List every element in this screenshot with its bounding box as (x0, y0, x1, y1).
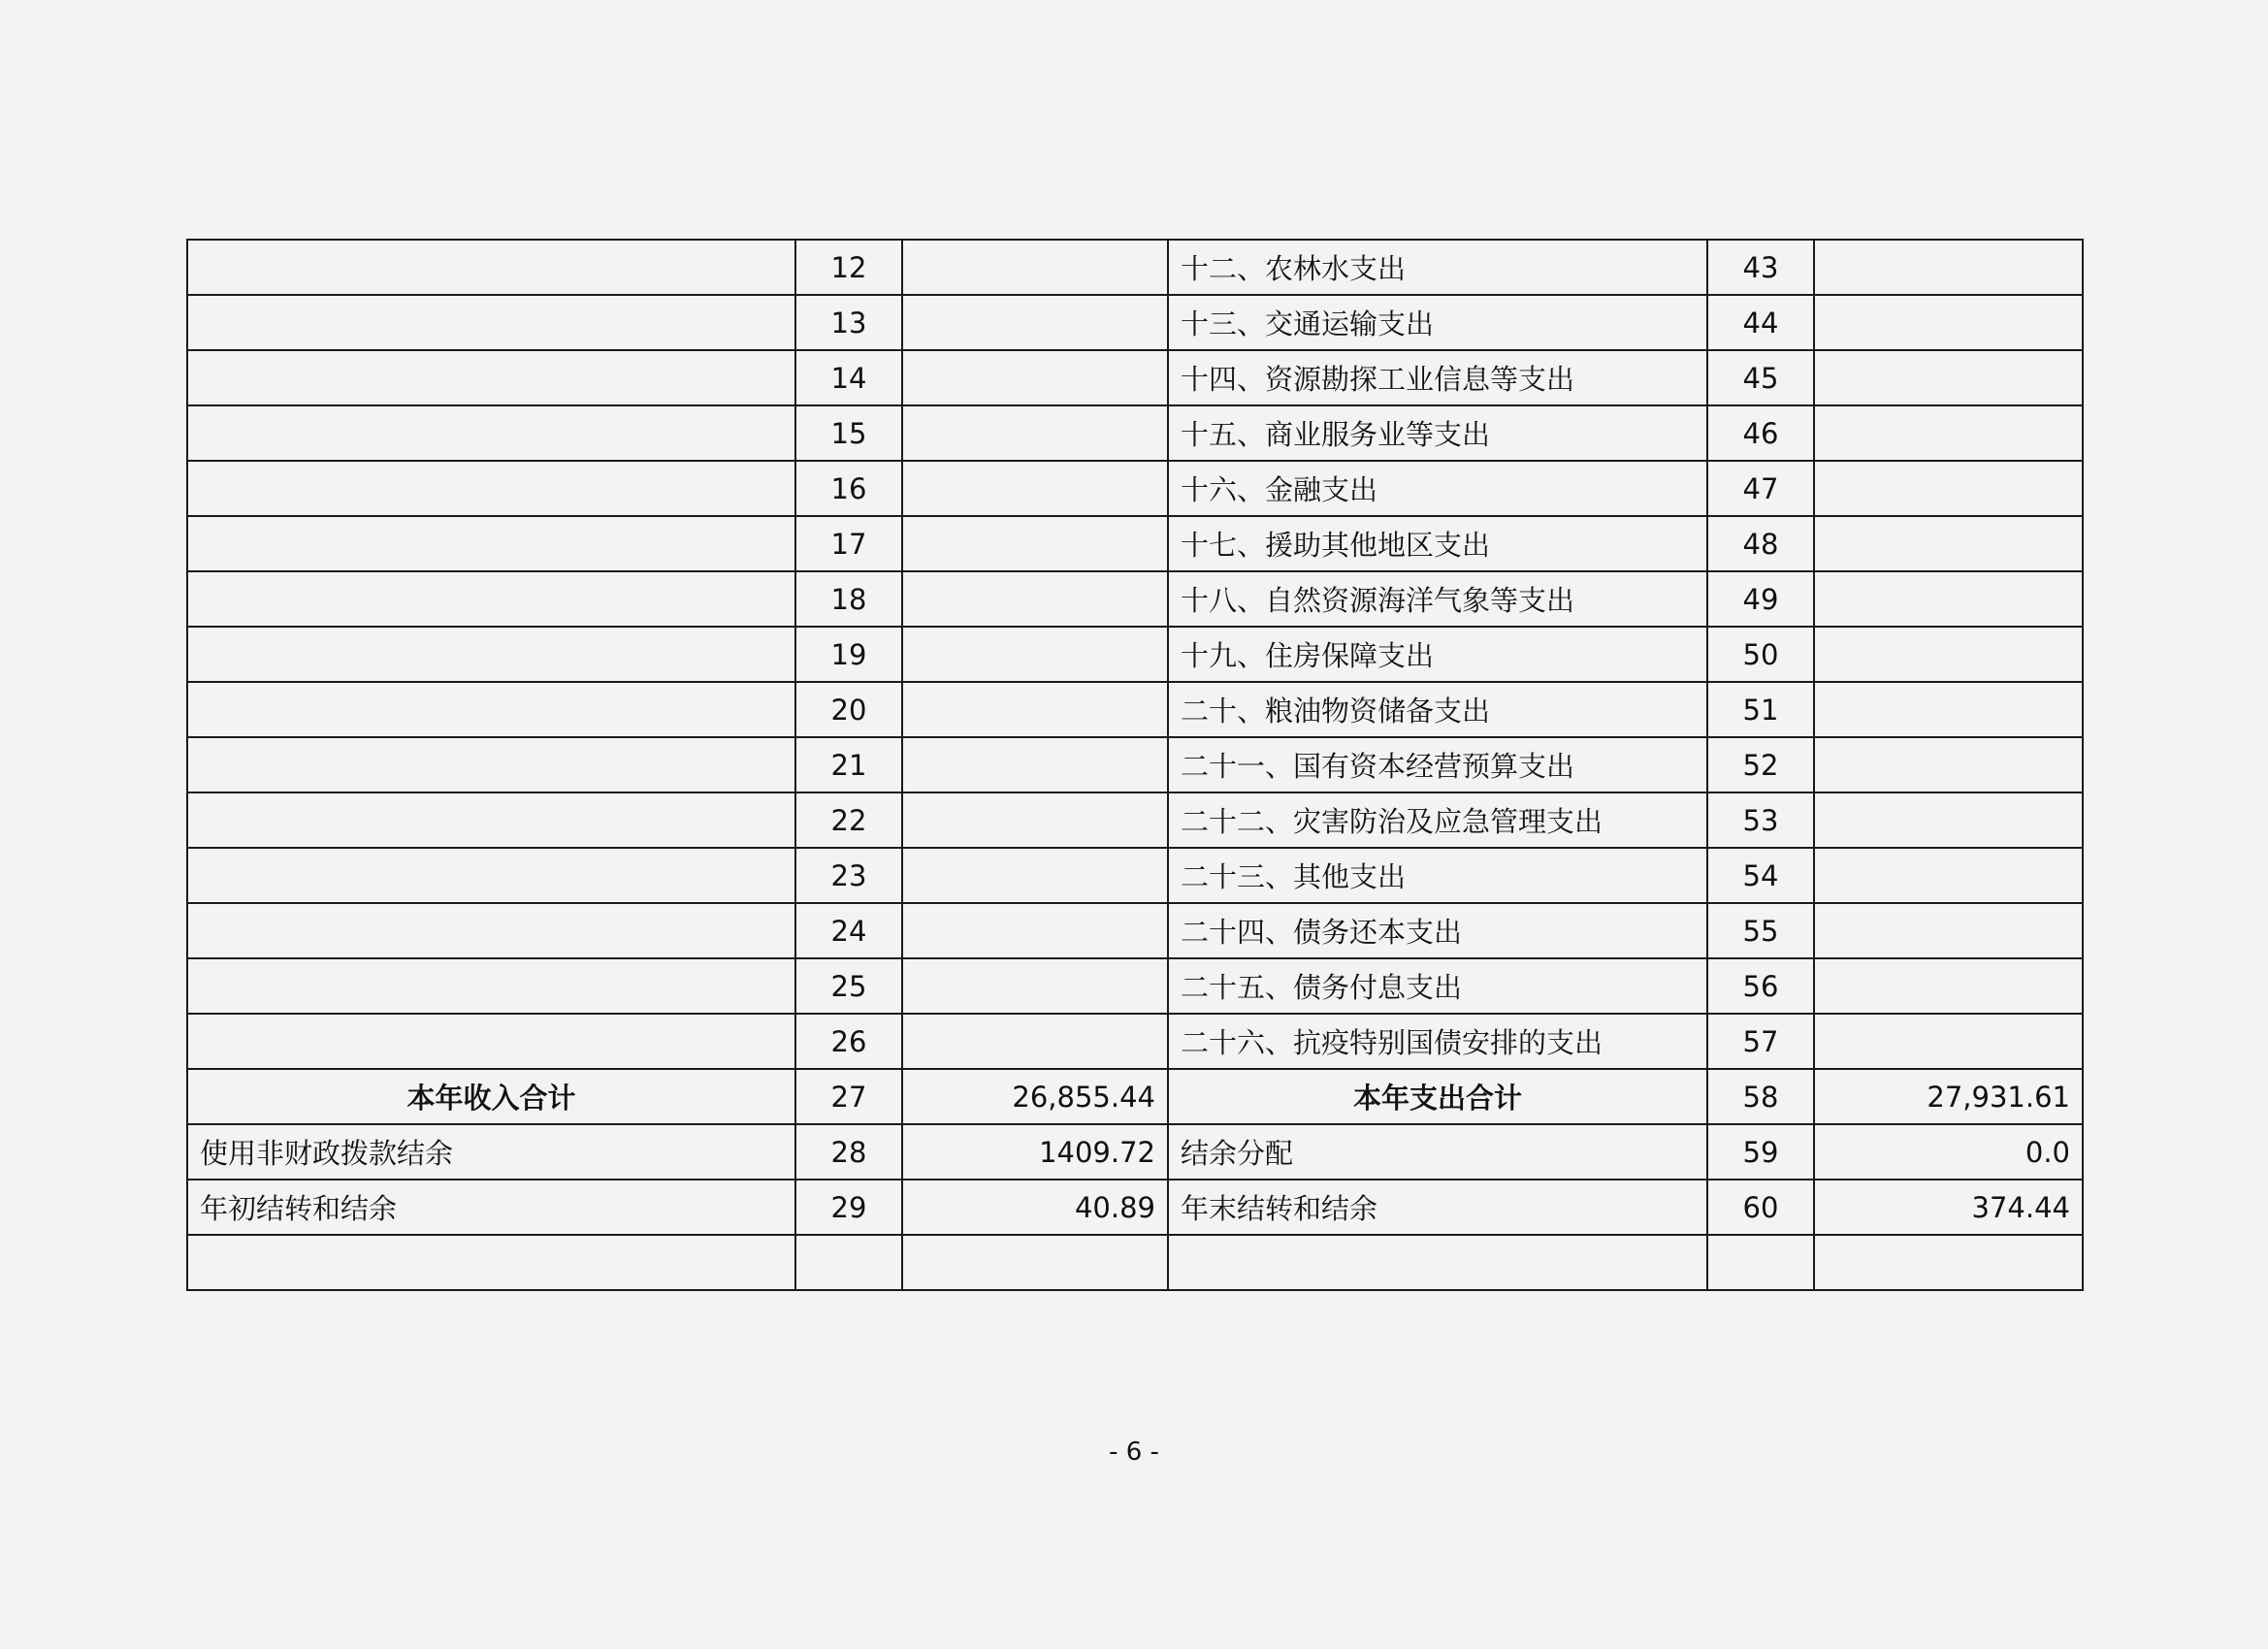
income-item-label (187, 627, 795, 682)
income-line-number (795, 1235, 902, 1290)
table-row (187, 1014, 2083, 1069)
expense-item-label: 二十三、其他支出 (1168, 848, 1707, 903)
table-row (187, 405, 2083, 461)
table-row (187, 516, 2083, 571)
income-line-number: 25 (795, 958, 902, 1014)
expense-line-number: 51 (1707, 682, 1814, 737)
expense-item-label: 十三、交通运输支出 (1168, 295, 1707, 350)
expense-line-number: 54 (1707, 848, 1814, 903)
expense-amount (1814, 350, 2083, 405)
income-amount (902, 903, 1168, 958)
expense-line-number: 45 (1707, 350, 1814, 405)
income-line-number: 27 (795, 1069, 902, 1124)
table-row (187, 958, 2083, 1014)
income-line-number: 24 (795, 903, 902, 958)
expense-item-label: 结余分配 (1168, 1124, 1707, 1180)
expense-amount (1814, 1014, 2083, 1069)
expense-amount (1814, 958, 2083, 1014)
income-amount (902, 461, 1168, 516)
expense-amount: 374.44 (1814, 1180, 2083, 1235)
income-amount (902, 350, 1168, 405)
page-number: - 6 - (1109, 1438, 1159, 1467)
income-item-label (187, 682, 795, 737)
income-line-number: 18 (795, 571, 902, 627)
income-item-label (187, 903, 795, 958)
table-row (187, 1235, 2083, 1290)
expense-item-label: 十七、援助其他地区支出 (1168, 516, 1707, 571)
expense-amount (1814, 737, 2083, 792)
income-amount (902, 848, 1168, 903)
income-item-label: 本年收入合计 (187, 1069, 795, 1124)
table-row (187, 1180, 2083, 1235)
expense-item-label: 二十一、国有资本经营预算支出 (1168, 737, 1707, 792)
income-amount (902, 737, 1168, 792)
income-item-label (187, 792, 795, 848)
expense-amount (1814, 627, 2083, 682)
table-row (187, 903, 2083, 958)
income-line-number: 20 (795, 682, 902, 737)
expense-amount (1814, 792, 2083, 848)
income-amount (902, 516, 1168, 571)
income-item-label (187, 958, 795, 1014)
income-item-label (187, 240, 795, 295)
expense-line-number: 46 (1707, 405, 1814, 461)
income-line-number: 28 (795, 1124, 902, 1180)
income-line-number: 29 (795, 1180, 902, 1235)
income-item-label: 使用非财政拨款结余 (187, 1124, 795, 1180)
budget-table (186, 239, 2084, 1291)
expense-amount (1814, 405, 2083, 461)
income-line-number: 17 (795, 516, 902, 571)
expense-amount (1814, 461, 2083, 516)
income-item-label (187, 848, 795, 903)
table-row (187, 682, 2083, 737)
expense-item-label: 二十四、债务还本支出 (1168, 903, 1707, 958)
expense-amount: 0.0 (1814, 1124, 2083, 1180)
expense-amount (1814, 682, 2083, 737)
expense-line-number: 47 (1707, 461, 1814, 516)
income-line-number: 13 (795, 295, 902, 350)
income-item-label (187, 516, 795, 571)
table-row (187, 627, 2083, 682)
income-line-number: 14 (795, 350, 902, 405)
income-amount (902, 571, 1168, 627)
expense-line-number: 58 (1707, 1069, 1814, 1124)
expense-amount (1814, 571, 2083, 627)
expense-item-label: 十二、农林水支出 (1168, 240, 1707, 295)
expense-line-number: 49 (1707, 571, 1814, 627)
expense-line-number: 59 (1707, 1124, 1814, 1180)
expense-item-label: 十四、资源勘探工业信息等支出 (1168, 350, 1707, 405)
expense-amount (1814, 516, 2083, 571)
totals-row (187, 1069, 2083, 1124)
budget-table-body (187, 240, 2083, 1290)
expense-amount (1814, 848, 2083, 903)
table-row (187, 737, 2083, 792)
income-line-number: 19 (795, 627, 902, 682)
income-amount (902, 627, 1168, 682)
expense-line-number: 55 (1707, 903, 1814, 958)
expense-line-number: 53 (1707, 792, 1814, 848)
income-amount (902, 958, 1168, 1014)
expense-line-number: 52 (1707, 737, 1814, 792)
income-amount: 26,855.44 (902, 1069, 1168, 1124)
income-item-label (187, 405, 795, 461)
expense-item-label: 十六、金融支出 (1168, 461, 1707, 516)
income-amount (902, 1014, 1168, 1069)
expense-item-label: 十五、商业服务业等支出 (1168, 405, 1707, 461)
income-line-number: 12 (795, 240, 902, 295)
income-item-label (187, 350, 795, 405)
table-row (187, 461, 2083, 516)
expense-amount: 27,931.61 (1814, 1069, 2083, 1124)
income-item-label (187, 571, 795, 627)
income-amount (902, 295, 1168, 350)
income-amount (902, 405, 1168, 461)
expense-line-number: 50 (1707, 627, 1814, 682)
income-item-label (187, 1014, 795, 1069)
income-line-number: 16 (795, 461, 902, 516)
expense-line-number: 44 (1707, 295, 1814, 350)
expense-item-label: 二十六、抗疫特别国债安排的支出 (1168, 1014, 1707, 1069)
expense-item-label: 年末结转和结余 (1168, 1180, 1707, 1235)
table-row (187, 571, 2083, 627)
expense-amount (1814, 295, 2083, 350)
income-item-label (187, 1235, 795, 1290)
table-row (187, 1124, 2083, 1180)
expense-line-number: 43 (1707, 240, 1814, 295)
table-row (187, 848, 2083, 903)
income-item-label (187, 461, 795, 516)
expense-amount (1814, 1235, 2083, 1290)
table-row (187, 792, 2083, 848)
expense-amount (1814, 240, 2083, 295)
expense-item-label: 二十二、灾害防治及应急管理支出 (1168, 792, 1707, 848)
expense-line-number: 48 (1707, 516, 1814, 571)
expense-line-number: 57 (1707, 1014, 1814, 1069)
income-line-number: 22 (795, 792, 902, 848)
income-amount: 40.89 (902, 1180, 1168, 1235)
table-row (187, 240, 2083, 295)
income-item-label: 年初结转和结余 (187, 1180, 795, 1235)
expense-item-label: 二十五、债务付息支出 (1168, 958, 1707, 1014)
income-amount (902, 1235, 1168, 1290)
income-amount (902, 240, 1168, 295)
income-line-number: 26 (795, 1014, 902, 1069)
expense-item-label: 十九、住房保障支出 (1168, 627, 1707, 682)
income-amount (902, 682, 1168, 737)
expense-line-number: 56 (1707, 958, 1814, 1014)
expense-amount (1814, 903, 2083, 958)
income-line-number: 23 (795, 848, 902, 903)
income-amount: 1409.72 (902, 1124, 1168, 1180)
expense-item-label: 十八、自然资源海洋气象等支出 (1168, 571, 1707, 627)
income-item-label (187, 295, 795, 350)
expense-item-label (1168, 1235, 1707, 1290)
expense-item-label: 本年支出合计 (1168, 1069, 1707, 1124)
income-line-number: 21 (795, 737, 902, 792)
expense-line-number (1707, 1235, 1814, 1290)
table-row (187, 295, 2083, 350)
income-item-label (187, 737, 795, 792)
income-amount (902, 792, 1168, 848)
expense-item-label: 二十、粮油物资储备支出 (1168, 682, 1707, 737)
income-line-number: 15 (795, 405, 902, 461)
expense-line-number: 60 (1707, 1180, 1814, 1235)
table-row (187, 350, 2083, 405)
